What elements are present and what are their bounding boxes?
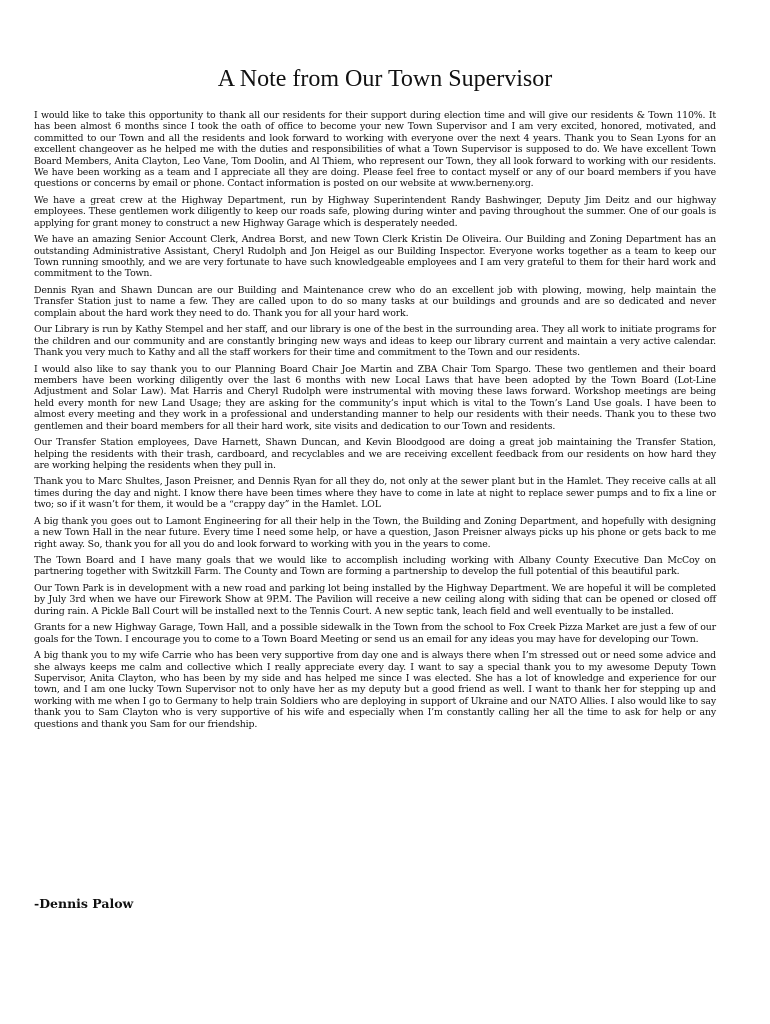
signature: -Dennis Palow: [34, 896, 134, 911]
paragraph-planning: I would also like to say thank you to our Planning Board Chair Joe Martin and ZBA Chair Tom Spargo. These two gentlemen and their board members have been working diligently over the last 6 months with new Local Laws that have been adopted by the Town Board (Lot-Line Adjustment and Solar Law). Mat Harris and Cheryl Rudolph were instrumental with moving these laws forward. Workshop meetings are being held every month for new Land Usage; they are asking for the community’s input which is vital to the Town’s Land Use goals. I have been to almost every meeting and they work in a professional and understanding manner to help our residents with their needs. Thank you to these two gentlemen and their board members for all their hard work, site visits and dedication to our Town and residents.: [34, 363, 716, 432]
paragraph-family: A big thank you to my wife Carrie who has been very supportive from day one and is always there when I’m stressed out or need some advice and she always keeps me calm and collective which I really appreciate every day. I want to say a special thank you to my awesome Deputy Town Supervisor, Anita Clayton, who has been by my side and has helped me since I was elected. She has a lot of knowledge and experience for our town, and I am one lucky Town Supervisor not to only have her as my deputy but a good friend as well. I want to thank her for stepping up and working with me when I go to Germany to help train Soldiers who are deploying in support of Ukraine and our NATO Allies. I also would like to say thank you to Sam Clayton who is very supportive of his wife and especially when I’m constantly calling her all the time to ask for help or any questions and thank you Sam for our friendship.: [34, 650, 716, 730]
paragraph-sewer: Thank you to Marc Shultes, Jason Preisner, and Dennis Ryan for all they do, not only at the sewer plant but in the Hamlet. They receive calls at all times during the day and night. I know there have been times where they have to come in late at night to replace sewer pumps and to fix a line or two; so if it wasn’t for them, it would be a “crappy day” in the Hamlet. LOL: [34, 476, 716, 511]
page-title: A Note from Our Town Supervisor: [217, 66, 553, 92]
paragraph-transfer-station: Our Transfer Station employees, Dave Harnett, Shawn Duncan, and Kevin Bloodgood are doing a great job maintaining the Transfer Station, helping the residents with their trash, cardboard, and recyclables and we are receiving excellent feedback from our residents on how hard they are working helping the residents when they pull in.: [34, 437, 716, 471]
paragraph-town-park: Our Town Park is in development with a new road and parking lot being installed by the Highway Department. We are hopeful it will be completed by July 3rd when we have our Firework Show at 9P.M. The Pavilion will receive a new ceiling along with siding that can be opened or closed off during rain. A Pickle Ball Court will be installed next to the Tennis Court. A new septic tank, leach field and well eventually to be installed.: [34, 582, 716, 617]
paragraph-library: Our Library is run by Kathy Stempel and her staff, and our library is one of the best in the surrounding area. They all work to initiate programs for the children and our community and are constantly bringing new ways and ideas to keep our library current and maintain a very active calendar. Thank you very much to Kathy and all the staff workers for their time and commitment to the Town and our residents.: [34, 324, 716, 359]
paragraph-goals: The Town Board and I have many goals that we would like to accomplish including working with Albany County Executive Dan McCoy on partnering together with Switzkill Farm. The County and Town are forming a partnership to develop the full potential of this beautiful park.: [34, 555, 716, 578]
paragraph-maintenance: Dennis Ryan and Shawn Duncan are our Building and Maintenance crew who do an excellent job with plowing, mowing, help maintain the Transfer Station just to name a few. They are called upon to do so many tasks at our buildings and grounds and are so dedicated and never complain about the hard work they need to do. Thank you for all your hard work.: [34, 284, 716, 319]
paragraph-grants: Grants for a new Highway Garage, Town Hall, and a possible sidewalk in the Town from the school to Fox Creek Pizza Market are just a few of our goals for the Town. I encourage you to come to a Town Board Meeting or send us an email for any ideas you may have for developing our Town.: [34, 622, 716, 645]
letter-body: [34, 110, 716, 735]
paragraph-thanks: I would like to take this opportunity to thank all our residents for their support during election time and will give our residents & Town 110%. It has been almost 6 months since I took the oath of office to become your new Town Supervisor and I am very excited, honored, motivated, and committed to our Town and all the residents and look forward to working with everyone over the next 4 years. Thank you to Sean Lyons for an excellent changeover as he helped me with the duties and responsibilities of what a Town Supervisor is supposed to do. We have excellent Town Board Members, Anita Clayton, Leo Vane, Tom Doolin, and Al Thiem, who represent our Town, they all look forward to working with our residents. We have been working as a team and I appreciate all they are doing. Please feel free to contact myself or any of our board members if you have questions or concerns by email or phone. Contact information is posted on our website at www.berneny.org.: [34, 110, 716, 190]
paragraph-highway: We have a great crew at the Highway Department, run by Highway Superintendent Randy Bashwinger, Deputy Jim Deitz and our highway employees. These gentlemen work diligently to keep our roads safe, plowing during winter and paving throughout the summer. One of our goals is applying for grant money to construct a new Highway Garage which is desperately needed.: [34, 194, 716, 229]
paragraph-staff: We have an amazing Senior Account Clerk, Andrea Borst, and new Town Clerk Kristin De Oliveira. Our Building and Zoning Department has an outstanding Administrative Assistant, Cheryl Rudolph and Jon Heigel as our Building Inspector. Everyone works together as a team to keep our Town running smoothly, and we are very fortunate to have such knowledgeable employees and I am very grateful to them for their hard work and commitment to the Town.: [34, 234, 716, 280]
paragraph-engineering: A big thank you goes out to Lamont Engineering for all their help in the Town, the Building and Zoning Department, and hopefully with designing a new Town Hall in the near future. Every time I need some help, or have a question, Jason Preisner always picks up his phone or gets back to me right away. So, thank you for all you do and look forward to working with you in the years to come.: [34, 515, 716, 550]
